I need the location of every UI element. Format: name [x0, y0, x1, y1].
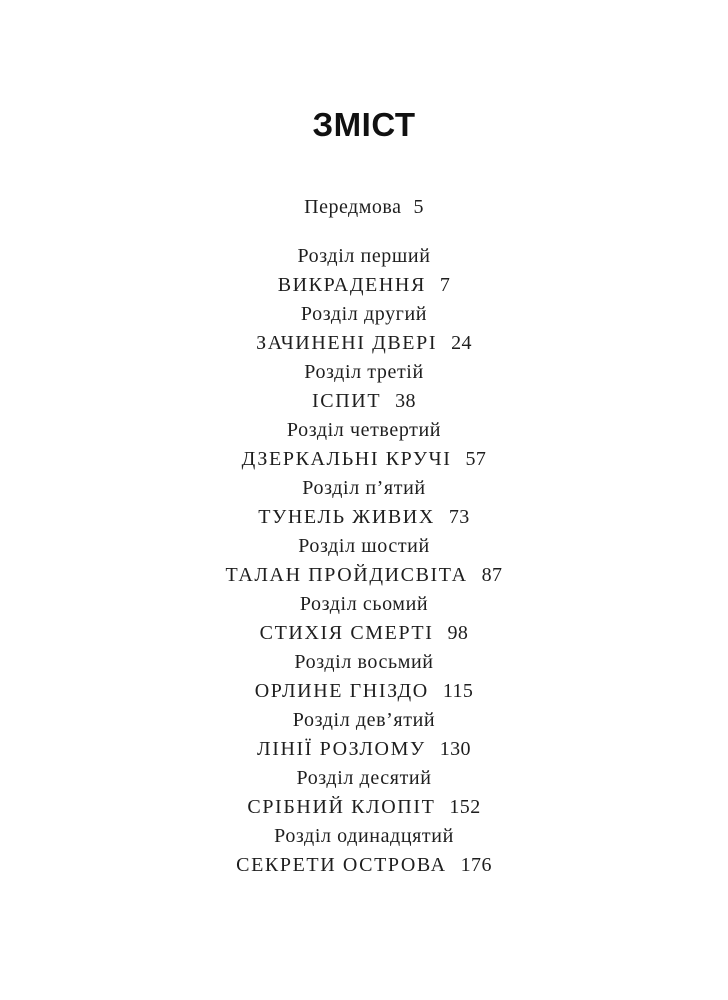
chapter-page-number: 7: [439, 274, 451, 296]
chapter-page-number: 24: [451, 332, 472, 354]
chapter-title-line: [0, 270, 728, 300]
chapter-title: ВИКРАДЕННЯ: [277, 274, 426, 296]
chapter-page-number: 87: [481, 564, 503, 586]
toc-entry-chapter-3: [0, 358, 728, 416]
preface-label: Передмова: [304, 196, 402, 218]
toc-chapter-list: [0, 242, 728, 880]
chapter-label: Розділ сьомий: [299, 593, 429, 615]
chapter-title: ЛІНІЇ РОЗЛОМУ: [257, 738, 426, 760]
toc-entry-chapter-6: [0, 532, 728, 590]
chapter-label: Розділ десятий: [296, 767, 432, 789]
chapter-title: ДЗЕРКАЛЬНІ КРУЧІ: [241, 448, 452, 470]
toc-entry-chapter-1: [0, 242, 728, 300]
chapter-title-line: [0, 560, 728, 590]
chapter-title: ЗАЧИНЕНІ ДВЕРІ: [256, 332, 438, 354]
chapter-label: Розділ шостий: [298, 535, 430, 557]
chapter-label: Розділ п’ятий: [302, 477, 426, 499]
chapter-page-number: 152: [449, 796, 481, 818]
chapter-label: Розділ четвертий: [286, 419, 442, 441]
chapter-title-line: [0, 676, 728, 706]
chapter-title-line: [0, 792, 728, 822]
chapter-page-number: 115: [442, 680, 474, 702]
chapter-page-number: 57: [465, 448, 487, 470]
toc-entry-chapter-7: [0, 590, 728, 648]
chapter-label: Розділ одинадцятий: [274, 825, 454, 847]
chapter-title-line: [0, 386, 728, 416]
chapter-title: ТАЛАН ПРОЙДИСВІТА: [225, 564, 468, 586]
chapter-title: ОРЛИНЕ ГНІЗДО: [254, 680, 429, 702]
preface-page-number: 5: [413, 196, 424, 218]
chapter-title-line: [0, 850, 728, 880]
chapter-title: СЕКРЕТИ ОСТРОВА: [236, 854, 447, 876]
toc-entry-chapter-5: [0, 474, 728, 532]
chapter-label: Розділ восьмий: [294, 651, 434, 673]
chapter-page-number: 176: [460, 854, 492, 876]
toc-title: ЗМІСТ: [312, 106, 416, 143]
toc-preface-entry: [0, 196, 728, 219]
chapter-label: Розділ дев’ятий: [292, 709, 436, 731]
toc-entry-chapter-9: [0, 706, 728, 764]
chapter-title: ТУНЕЛЬ ЖИВИХ: [258, 506, 435, 528]
toc-entry-chapter-8: [0, 648, 728, 706]
chapter-title: ІСПИТ: [312, 390, 382, 412]
chapter-page-number: 38: [395, 390, 416, 412]
chapter-label: Розділ другий: [300, 303, 428, 325]
chapter-page-number: 98: [447, 622, 469, 644]
chapter-title: СРІБНИЙ КЛОПІТ: [247, 796, 436, 818]
chapter-page-number: 73: [448, 506, 470, 528]
chapter-title: СТИХІЯ СМЕРТІ: [259, 622, 434, 644]
chapter-title-line: [0, 328, 728, 358]
chapter-title-line: [0, 618, 728, 648]
chapter-page-number: 130: [439, 738, 471, 760]
chapter-label: Розділ перший: [297, 245, 431, 267]
toc-entry-chapter-10: [0, 764, 728, 822]
toc-entry-chapter-11: [0, 822, 728, 880]
toc-entry-chapter-2: [0, 300, 728, 358]
chapter-label: Розділ третій: [304, 361, 424, 383]
chapter-title-line: [0, 444, 728, 474]
toc-entry-chapter-4: [0, 416, 728, 474]
chapter-title-line: [0, 734, 728, 764]
chapter-title-line: [0, 502, 728, 532]
